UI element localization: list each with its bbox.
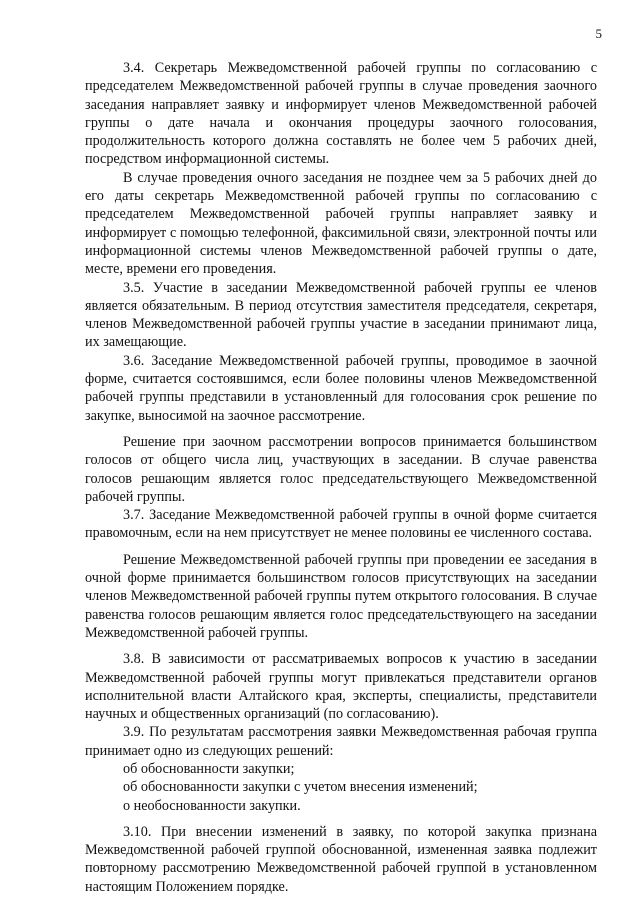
paragraph-3-8: 3.8. В зависимости от рассматриваемых вопросов к участию в заседании Межведомственной рабочей группы могут привлекаться представители органов исполнительной власти Алтайского края, эксперты, специалисты, представители научных и общественных организаций (по согласованию). [85,651,597,723]
paragraph-in-person-decision: Решение Межведомственной рабочей группы при проведении ее заседания в очной форме принимается большинством голосов присутствующих на заседании членов Межведомственной рабочей группы путем открытого голосования. В случае равенства голосов решающим является голос председательствующего на заседании Межведомственной рабочей группы. [85,551,597,641]
decision-option-unjustified: о необоснованности закупки. [123,797,301,814]
paragraph-3-9: 3.9. По результатам рассмотрения заявки Межведомственная рабочая группа принимает одно из следующих решений: [85,724,597,759]
paragraph-3-7: 3.7. Заседание Межведомственной рабочей группы в очной форме считается правомочным, если на нем присутствует не менее половины ее численного состава. [85,507,597,542]
decision-option-justified-with-changes: об обоснованности закупки с учетом внесения изменений; [123,779,478,796]
document-body [85,59,597,896]
paragraph-in-person-notice: В случае проведения очного заседания не позднее чем за 5 рабочих дней до его даты секретарь Межведомственной рабочей группы по согласованию с председателем Межведомственной рабочей группы направляет заявку и информирует с помощью телефонной, факсимильной связи, электронной почты или информационной системы членов Межведомственной рабочей группы о дате, месте, времени его проведения. [85,169,597,278]
paragraph-3-10: 3.10. При внесении изменений в заявку, по которой закупка признана Межведомственной рабочей группой обоснованной, измененная заявка подлежит повторному рассмотрению Межведомственной рабочей группой в установленном настоящим Положением порядке. [85,823,597,895]
decision-option-justified: об обоснованности закупки; [123,760,295,777]
page-number: 5 [595,26,602,41]
paragraph-3-5: 3.5. Участие в заседании Межведомственной рабочей группы ее членов является обязательным. В период отсутствия заместителя председателя, секретаря, членов Межведомственной рабочей группы участие в заседании принимают лица, их замещающие. [85,279,597,351]
paragraph-absentee-decision: Решение при заочном рассмотрении вопросов принимается большинством голосов от общего числа лиц, участвующих в заседании. В случае равенства голосов решающим является голос председательствующего Межведомственной рабочей группы. [85,433,597,505]
paragraph-3-6: 3.6. Заседание Межведомственной рабочей группы, проводимое в заочной форме, считается состоявшимся, если более половины членов Межведомственной рабочей группы представили в установленный для голосования срок решение по закупке, выносимой на заочное рассмотрение. [85,352,597,424]
paragraph-3-4: 3.4. Секретарь Межведомственной рабочей группы по согласованию с председателем Межведомственной рабочей группы в случае проведения заочного заседания направляет заявку и информирует членов Межведомственной рабочей группы о дате начала и окончания процедуры заочного голосования, продолжительность которого должна составлять не более чем 5 рабочих дней, посредством информационной системы. [85,60,597,168]
